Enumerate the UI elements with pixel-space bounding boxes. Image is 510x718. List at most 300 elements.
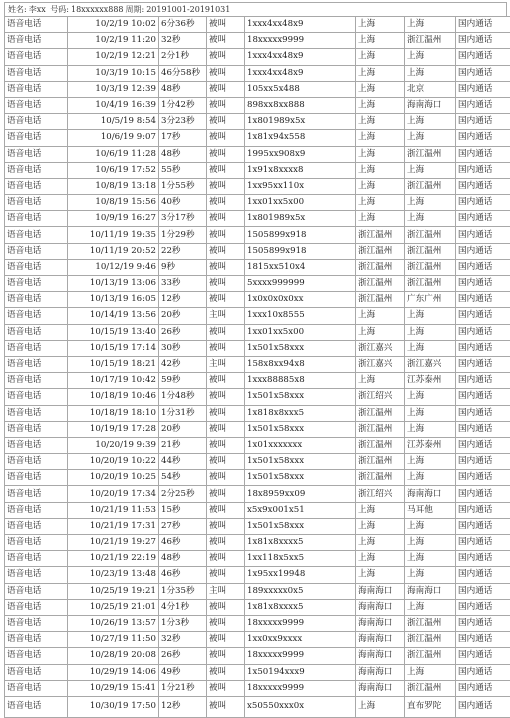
duration-cell: 2分25秒	[159, 486, 207, 502]
local-area-cell: 上海	[356, 211, 405, 227]
number-cell: 1x0x0x0x0xx	[245, 292, 356, 308]
direction-cell: 被叫	[207, 470, 245, 486]
remote-area-cell: 上海	[405, 421, 456, 437]
direction-cell: 被叫	[207, 130, 245, 146]
call-time-cell: 10/3/19 10:15	[68, 65, 159, 81]
remote-area-cell: 浙江嘉兴	[405, 356, 456, 372]
remote-area-cell: 浙江温州	[405, 227, 456, 243]
direction-cell: 被叫	[207, 502, 245, 518]
duration-cell: 1分55秒	[159, 178, 207, 194]
name-value: 李xx	[29, 5, 46, 14]
table-row	[5, 454, 510, 470]
call-type-cell: 语音电话	[5, 356, 68, 372]
period-label: 周期:	[126, 5, 145, 14]
remote-area-cell: 上海	[405, 405, 456, 421]
table-row	[5, 243, 510, 259]
direction-cell: 被叫	[207, 599, 245, 615]
number-cell: 1x81x8xxxx5	[245, 599, 356, 615]
call-record-sheet	[4, 2, 507, 718]
duration-cell: 21秒	[159, 437, 207, 453]
local-area-cell: 上海	[356, 81, 405, 97]
direction-cell: 被叫	[207, 81, 245, 97]
number-cell: 18xxxxx9999	[245, 615, 356, 631]
call-time-cell: 10/13/19 16:05	[68, 292, 159, 308]
call-type-cell: 语音电话	[5, 696, 68, 717]
local-area-cell: 上海	[356, 146, 405, 162]
number-cell: 1x01xxxxxxx	[245, 437, 356, 453]
call-kind-cell: 国内通话	[456, 648, 510, 664]
call-time-cell: 10/20/19 9:39	[68, 437, 159, 453]
call-kind-cell: 国内通话	[456, 162, 510, 178]
call-time-cell: 10/30/19 17:50	[68, 696, 159, 717]
call-time-cell: 10/29/19 14:06	[68, 664, 159, 680]
duration-cell: 55秒	[159, 162, 207, 178]
table-row	[5, 470, 510, 486]
call-kind-cell: 国内通话	[456, 97, 510, 113]
call-kind-cell: 国内通话	[456, 373, 510, 389]
duration-cell: 54秒	[159, 470, 207, 486]
remote-area-cell: 浙江温州	[405, 632, 456, 648]
table-row	[5, 17, 510, 33]
call-kind-cell: 国内通话	[456, 454, 510, 470]
call-kind-cell: 国内通话	[456, 324, 510, 340]
call-kind-cell: 国内通话	[456, 114, 510, 130]
number-cell: x5x9x001x51	[245, 502, 356, 518]
local-area-cell: 上海	[356, 518, 405, 534]
call-kind-cell: 国内通话	[456, 211, 510, 227]
call-type-cell: 语音电话	[5, 65, 68, 81]
local-area-cell: 浙江温州	[356, 243, 405, 259]
call-time-cell: 10/3/19 12:39	[68, 81, 159, 97]
direction-cell: 被叫	[207, 421, 245, 437]
table-row	[5, 405, 510, 421]
call-type-cell: 语音电话	[5, 130, 68, 146]
call-type-cell: 语音电话	[5, 292, 68, 308]
direction-cell: 被叫	[207, 340, 245, 356]
local-area-cell: 海南海口	[356, 664, 405, 680]
local-area-cell: 上海	[356, 17, 405, 33]
direction-cell: 被叫	[207, 259, 245, 275]
call-time-cell: 10/25/19 21:01	[68, 599, 159, 615]
direction-cell: 被叫	[207, 615, 245, 631]
local-area-cell: 上海	[356, 373, 405, 389]
number-cell: 1505899x918	[245, 227, 356, 243]
call-type-cell: 语音电话	[5, 211, 68, 227]
direction-cell: 被叫	[207, 195, 245, 211]
number-cell: 1x801989x5x	[245, 114, 356, 130]
call-type-cell: 语音电话	[5, 373, 68, 389]
call-time-cell: 10/23/19 13:48	[68, 567, 159, 583]
direction-cell: 被叫	[207, 33, 245, 49]
call-type-cell: 语音电话	[5, 114, 68, 130]
call-kind-cell: 国内通话	[456, 680, 510, 696]
duration-cell: 12秒	[159, 696, 207, 717]
local-area-cell: 浙江温州	[356, 292, 405, 308]
phone-value: 18xxxxxx888	[71, 5, 124, 14]
local-area-cell: 上海	[356, 114, 405, 130]
table-row	[5, 551, 510, 567]
number-cell: 1xx01xx5x00	[245, 195, 356, 211]
duration-cell: 12秒	[159, 292, 207, 308]
direction-cell: 被叫	[207, 292, 245, 308]
number-cell: 1xxx10x8555	[245, 308, 356, 324]
remote-area-cell: 上海	[405, 65, 456, 81]
direction-cell: 被叫	[207, 178, 245, 194]
call-time-cell: 10/17/19 10:42	[68, 373, 159, 389]
call-time-cell: 10/2/19 11:20	[68, 33, 159, 49]
call-time-cell: 10/26/19 13:57	[68, 615, 159, 631]
number-cell: 1x95xx19948	[245, 567, 356, 583]
local-area-cell: 浙江绍兴	[356, 389, 405, 405]
duration-cell: 46秒	[159, 535, 207, 551]
direction-cell: 被叫	[207, 632, 245, 648]
call-time-cell: 10/12/19 9:46	[68, 259, 159, 275]
direction-cell: 被叫	[207, 551, 245, 567]
call-time-cell: 10/25/19 19:21	[68, 583, 159, 599]
call-kind-cell: 国内通话	[456, 518, 510, 534]
number-cell: 18xxxxx9999	[245, 680, 356, 696]
table-row	[5, 308, 510, 324]
remote-area-cell: 上海	[405, 17, 456, 33]
duration-cell: 49秒	[159, 664, 207, 680]
call-time-cell: 10/11/19 20:52	[68, 243, 159, 259]
call-type-cell: 语音电话	[5, 195, 68, 211]
remote-area-cell: 浙江温州	[405, 648, 456, 664]
call-type-cell: 语音电话	[5, 486, 68, 502]
call-type-cell: 语音电话	[5, 502, 68, 518]
call-type-cell: 语音电话	[5, 227, 68, 243]
table-row	[5, 567, 510, 583]
call-kind-cell: 国内通话	[456, 567, 510, 583]
table-row	[5, 162, 510, 178]
call-kind-cell: 国内通话	[456, 49, 510, 65]
table-row	[5, 65, 510, 81]
call-time-cell: 10/19/19 17:28	[68, 421, 159, 437]
call-time-cell: 10/13/19 13:06	[68, 276, 159, 292]
local-area-cell: 上海	[356, 130, 405, 146]
call-type-cell: 语音电话	[5, 535, 68, 551]
call-time-cell: 10/2/19 12:21	[68, 49, 159, 65]
call-type-cell: 语音电话	[5, 518, 68, 534]
table-row	[5, 33, 510, 49]
call-time-cell: 10/27/19 11:50	[68, 632, 159, 648]
number-cell: 1x818x8xxx5	[245, 405, 356, 421]
local-area-cell: 浙江温州	[356, 421, 405, 437]
direction-cell: 主叫	[207, 356, 245, 372]
duration-cell: 30秒	[159, 340, 207, 356]
call-type-cell: 语音电话	[5, 324, 68, 340]
table-row	[5, 389, 510, 405]
remote-area-cell: 上海	[405, 389, 456, 405]
call-records-body	[5, 17, 510, 718]
duration-cell: 17秒	[159, 130, 207, 146]
call-time-cell: 10/18/19 10:46	[68, 389, 159, 405]
direction-cell: 被叫	[207, 680, 245, 696]
call-type-cell: 语音电话	[5, 162, 68, 178]
table-row	[5, 664, 510, 680]
duration-cell: 4分1秒	[159, 599, 207, 615]
number-cell: 1x501x58xxx	[245, 470, 356, 486]
table-row	[5, 195, 510, 211]
duration-cell: 59秒	[159, 373, 207, 389]
call-time-cell: 10/11/19 19:35	[68, 227, 159, 243]
call-kind-cell: 国内通话	[456, 227, 510, 243]
call-kind-cell: 国内通话	[456, 421, 510, 437]
direction-cell: 被叫	[207, 324, 245, 340]
call-kind-cell: 国内通话	[456, 696, 510, 717]
call-type-cell: 语音电话	[5, 146, 68, 162]
call-kind-cell: 国内通话	[456, 632, 510, 648]
number-cell: 5xxxx999999	[245, 276, 356, 292]
table-row	[5, 421, 510, 437]
number-cell: x50550xxx0x	[245, 696, 356, 717]
table-row	[5, 81, 510, 97]
call-kind-cell: 国内通话	[456, 81, 510, 97]
local-area-cell: 上海	[356, 696, 405, 717]
direction-cell: 被叫	[207, 17, 245, 33]
remote-area-cell: 海南海口	[405, 583, 456, 599]
number-cell: 1xx01xx5x00	[245, 324, 356, 340]
local-area-cell: 浙江温州	[356, 437, 405, 453]
direction-cell: 被叫	[207, 211, 245, 227]
number-cell: 1xx0xx9xxxx	[245, 632, 356, 648]
table-row	[5, 97, 510, 113]
call-kind-cell: 国内通话	[456, 405, 510, 421]
local-area-cell: 浙江嘉兴	[356, 340, 405, 356]
call-type-cell: 语音电话	[5, 17, 68, 33]
number-cell: 1x501x58xxx	[245, 421, 356, 437]
number-cell: 18x8959xx09	[245, 486, 356, 502]
local-area-cell: 浙江嘉兴	[356, 356, 405, 372]
local-area-cell: 上海	[356, 324, 405, 340]
call-kind-cell: 国内通话	[456, 389, 510, 405]
direction-cell: 被叫	[207, 49, 245, 65]
duration-cell: 32秒	[159, 33, 207, 49]
call-time-cell: 10/18/19 18:10	[68, 405, 159, 421]
duration-cell: 40秒	[159, 195, 207, 211]
table-row	[5, 518, 510, 534]
number-cell: 1505899x918	[245, 243, 356, 259]
call-time-cell: 10/14/19 13:56	[68, 308, 159, 324]
table-row	[5, 599, 510, 615]
local-area-cell: 上海	[356, 567, 405, 583]
call-time-cell: 10/21/19 17:31	[68, 518, 159, 534]
call-kind-cell: 国内通话	[456, 535, 510, 551]
table-row	[5, 583, 510, 599]
call-type-cell: 语音电话	[5, 81, 68, 97]
number-cell: 1xxx4xx48x9	[245, 65, 356, 81]
call-kind-cell: 国内通话	[456, 178, 510, 194]
number-cell: 1x501x58xxx	[245, 340, 356, 356]
table-row	[5, 680, 510, 696]
call-type-cell: 语音电话	[5, 551, 68, 567]
remote-area-cell: 上海	[405, 130, 456, 146]
call-type-cell: 语音电话	[5, 421, 68, 437]
direction-cell: 被叫	[207, 664, 245, 680]
call-type-cell: 语音电话	[5, 259, 68, 275]
local-area-cell: 海南海口	[356, 680, 405, 696]
remote-area-cell: 上海	[405, 664, 456, 680]
call-time-cell: 10/28/19 20:08	[68, 648, 159, 664]
remote-area-cell: 广东广州	[405, 292, 456, 308]
local-area-cell: 浙江温州	[356, 259, 405, 275]
call-time-cell: 10/8/19 13:18	[68, 178, 159, 194]
remote-area-cell: 上海	[405, 195, 456, 211]
remote-area-cell: 浙江温州	[405, 615, 456, 631]
table-row	[5, 324, 510, 340]
table-row	[5, 130, 510, 146]
table-row	[5, 373, 510, 389]
table-row	[5, 615, 510, 631]
call-kind-cell: 国内通话	[456, 599, 510, 615]
call-kind-cell: 国内通话	[456, 195, 510, 211]
call-kind-cell: 国内通话	[456, 292, 510, 308]
local-area-cell: 上海	[356, 535, 405, 551]
call-time-cell: 10/21/19 22:19	[68, 551, 159, 567]
number-cell: 189xxxxx0x5	[245, 583, 356, 599]
local-area-cell: 上海	[356, 162, 405, 178]
local-area-cell: 上海	[356, 33, 405, 49]
local-area-cell: 浙江温州	[356, 405, 405, 421]
remote-area-cell: 上海	[405, 114, 456, 130]
call-time-cell: 10/6/19 9:07	[68, 130, 159, 146]
table-row	[5, 356, 510, 372]
call-kind-cell: 国内通话	[456, 502, 510, 518]
call-type-cell: 语音电话	[5, 243, 68, 259]
number-cell: 1x501x58xxx	[245, 389, 356, 405]
call-kind-cell: 国内通话	[456, 664, 510, 680]
direction-cell: 被叫	[207, 243, 245, 259]
number-cell: 1995xx908x9	[245, 146, 356, 162]
local-area-cell: 浙江温州	[356, 470, 405, 486]
table-row	[5, 486, 510, 502]
direction-cell: 被叫	[207, 97, 245, 113]
call-time-cell: 10/2/19 10:02	[68, 17, 159, 33]
direction-cell: 被叫	[207, 162, 245, 178]
remote-area-cell: 浙江温州	[405, 146, 456, 162]
duration-cell: 46分58秒	[159, 65, 207, 81]
number-cell: 105xx5x488	[245, 81, 356, 97]
remote-area-cell: 江苏泰州	[405, 373, 456, 389]
local-area-cell: 上海	[356, 65, 405, 81]
number-cell: 1xxx4xx48x9	[245, 49, 356, 65]
duration-cell: 1分48秒	[159, 389, 207, 405]
call-type-cell: 语音电话	[5, 97, 68, 113]
call-kind-cell: 国内通话	[456, 17, 510, 33]
number-cell: 1x501x58xxx	[245, 454, 356, 470]
number-cell: 1x81x94x558	[245, 130, 356, 146]
local-area-cell: 上海	[356, 97, 405, 113]
number-cell: 18xxxxx9999	[245, 33, 356, 49]
direction-cell: 被叫	[207, 567, 245, 583]
call-kind-cell: 国内通话	[456, 340, 510, 356]
duration-cell: 3分17秒	[159, 211, 207, 227]
table-row	[5, 648, 510, 664]
remote-area-cell: 浙江温州	[405, 680, 456, 696]
local-area-cell: 上海	[356, 551, 405, 567]
call-time-cell: 10/21/19 19:27	[68, 535, 159, 551]
duration-cell: 9秒	[159, 259, 207, 275]
call-type-cell: 语音电话	[5, 583, 68, 599]
number-cell: 158x8xx94x8	[245, 356, 356, 372]
call-time-cell: 10/15/19 13:40	[68, 324, 159, 340]
call-kind-cell: 国内通话	[456, 308, 510, 324]
direction-cell: 被叫	[207, 518, 245, 534]
local-area-cell: 海南海口	[356, 632, 405, 648]
number-cell: 1xx118x5xx5	[245, 551, 356, 567]
table-row	[5, 227, 510, 243]
duration-cell: 27秒	[159, 518, 207, 534]
local-area-cell: 海南海口	[356, 583, 405, 599]
local-area-cell: 浙江温州	[356, 227, 405, 243]
remote-area-cell: 上海	[405, 599, 456, 615]
number-cell: 1xxx4xx48x9	[245, 17, 356, 33]
duration-cell: 6分36秒	[159, 17, 207, 33]
direction-cell: 被叫	[207, 389, 245, 405]
call-kind-cell: 国内通话	[456, 615, 510, 631]
duration-cell: 33秒	[159, 276, 207, 292]
call-time-cell: 10/20/19 10:22	[68, 454, 159, 470]
number-cell: 1815xx510x4	[245, 259, 356, 275]
number-cell: 1xxx88885x8	[245, 373, 356, 389]
duration-cell: 46秒	[159, 567, 207, 583]
table-row	[5, 276, 510, 292]
call-type-cell: 语音电话	[5, 178, 68, 194]
number-cell: 1x91x8xxxx8	[245, 162, 356, 178]
local-area-cell: 浙江温州	[356, 276, 405, 292]
remote-area-cell: 江苏泰州	[405, 437, 456, 453]
call-kind-cell: 国内通话	[456, 33, 510, 49]
remote-area-cell: 浙江温州	[405, 276, 456, 292]
call-kind-cell: 国内通话	[456, 470, 510, 486]
call-time-cell: 10/4/19 16:39	[68, 97, 159, 113]
duration-cell: 1分29秒	[159, 227, 207, 243]
remote-area-cell: 上海	[405, 340, 456, 356]
local-area-cell: 海南海口	[356, 648, 405, 664]
local-area-cell: 浙江温州	[356, 454, 405, 470]
table-row	[5, 502, 510, 518]
call-records-table	[4, 16, 510, 718]
direction-cell: 被叫	[207, 486, 245, 502]
table-row	[5, 340, 510, 356]
number-cell: 1x50194xxx9	[245, 664, 356, 680]
table-row	[5, 632, 510, 648]
call-time-cell: 10/9/19 16:27	[68, 211, 159, 227]
local-area-cell: 上海	[356, 49, 405, 65]
duration-cell: 20秒	[159, 421, 207, 437]
direction-cell: 被叫	[207, 535, 245, 551]
remote-area-cell: 海南海口	[405, 97, 456, 113]
call-type-cell: 语音电话	[5, 405, 68, 421]
call-kind-cell: 国内通话	[456, 583, 510, 599]
call-time-cell: 10/5/19 8:54	[68, 114, 159, 130]
call-type-cell: 语音电话	[5, 389, 68, 405]
duration-cell: 1分35秒	[159, 583, 207, 599]
call-kind-cell: 国内通话	[456, 259, 510, 275]
remote-area-cell: 上海	[405, 470, 456, 486]
duration-cell: 26秒	[159, 324, 207, 340]
call-kind-cell: 国内通话	[456, 356, 510, 372]
direction-cell: 被叫	[207, 373, 245, 389]
direction-cell: 主叫	[207, 583, 245, 599]
call-type-cell: 语音电话	[5, 664, 68, 680]
remote-area-cell: 马耳他	[405, 502, 456, 518]
call-type-cell: 语音电话	[5, 454, 68, 470]
local-area-cell: 海南海口	[356, 599, 405, 615]
call-time-cell: 10/15/19 18:21	[68, 356, 159, 372]
call-type-cell: 语音电话	[5, 680, 68, 696]
direction-cell: 被叫	[207, 648, 245, 664]
